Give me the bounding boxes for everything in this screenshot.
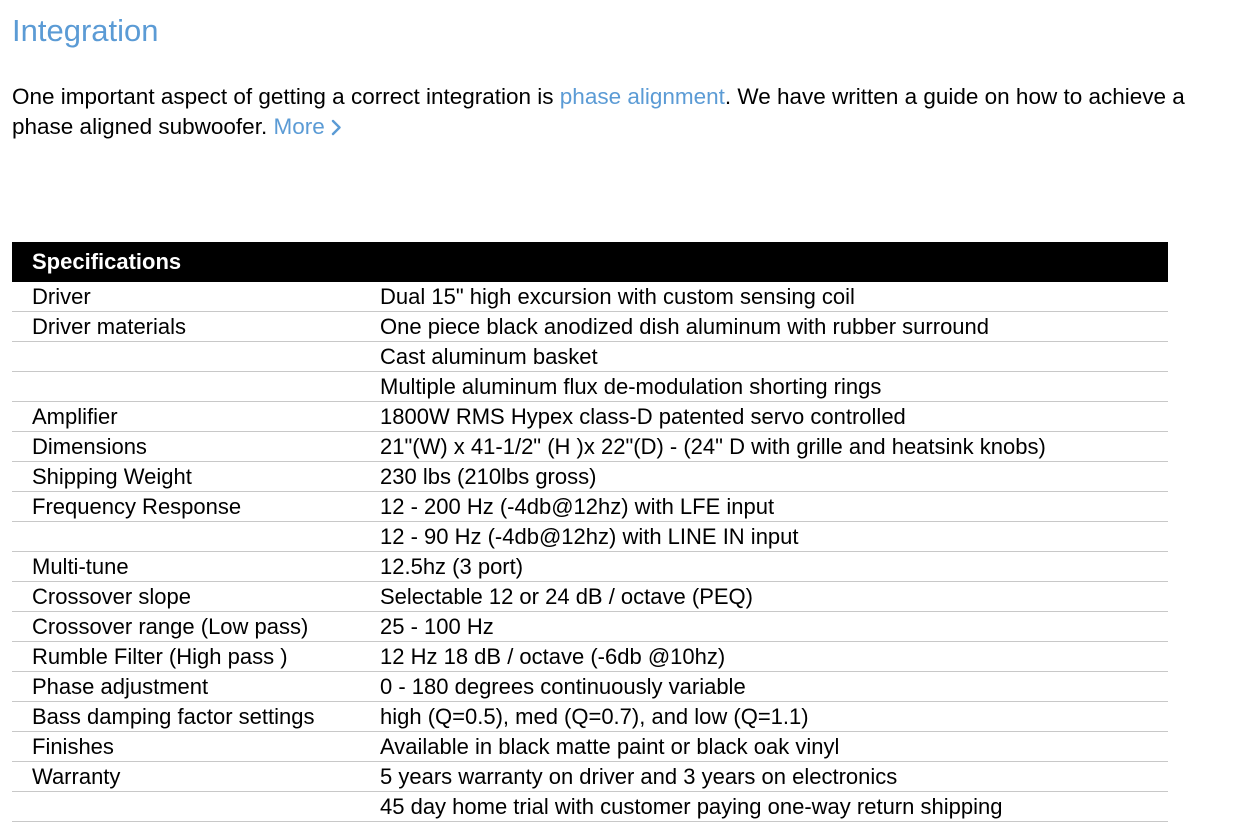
intro-text-after: . We have written a guide on how to achieve a phase aligned subwoofer.	[12, 84, 1185, 139]
spec-row	[12, 342, 1168, 372]
specifications-rows	[12, 282, 1168, 822]
spec-value: 21"(W) x 41-1/2" (H )x 22"(D) - (24" D with grille and heatsink knobs)	[380, 434, 1046, 459]
spec-label: Shipping Weight	[32, 464, 192, 489]
spec-value: 230 lbs (210lbs gross)	[380, 464, 597, 489]
spec-value: Cast aluminum basket	[380, 344, 598, 369]
spec-row	[12, 732, 1168, 762]
spec-row	[12, 582, 1168, 612]
spec-label: Dimensions	[32, 434, 147, 459]
spec-value: Dual 15" high excursion with custom sensing coil	[380, 284, 855, 309]
spec-label: Crossover range (Low pass)	[32, 614, 309, 639]
spec-value: Available in black matte paint or black oak vinyl	[380, 734, 840, 759]
intro-paragraph	[12, 82, 1192, 142]
spec-label	[12, 522, 380, 551]
spec-row	[12, 792, 1168, 822]
spec-row	[12, 312, 1168, 342]
spec-row	[12, 642, 1168, 672]
spec-label	[12, 372, 380, 401]
more-link[interactable]	[273, 114, 341, 139]
specifications-header: Specifications	[12, 242, 1168, 282]
spec-row	[12, 702, 1168, 732]
spec-row	[12, 492, 1168, 522]
spec-value: Selectable 12 or 24 dB / octave (PEQ)	[380, 584, 753, 609]
phase-alignment-link[interactable]: phase alignment	[559, 84, 725, 109]
spec-label: Bass damping factor settings	[32, 704, 315, 729]
spec-label: Driver	[32, 284, 91, 309]
more-link-label: More	[273, 114, 325, 139]
spec-label: Rumble Filter (High pass )	[32, 644, 288, 669]
spec-label: Warranty	[32, 764, 121, 789]
spec-value: 12.5hz (3 port)	[380, 554, 524, 579]
spec-value: 0 - 180 degrees continuously variable	[380, 674, 746, 699]
spec-row	[12, 372, 1168, 402]
spec-label: Finishes	[32, 734, 114, 759]
spec-label: Frequency Response	[32, 494, 242, 519]
spec-value: 12 Hz 18 dB / octave (-6db @10hz)	[380, 644, 726, 669]
spec-row	[12, 402, 1168, 432]
spec-value: 12 - 90 Hz (-4db@12hz) with LINE IN input	[380, 524, 799, 549]
spec-row	[12, 522, 1168, 552]
spec-row	[12, 432, 1168, 462]
spec-value: 45 day home trial with customer paying one-way return shipping	[380, 794, 1003, 819]
spec-row	[12, 552, 1168, 582]
intro-text-before: One important aspect of getting a correct integration is	[12, 84, 560, 109]
spec-value: high (Q=0.5), med (Q=0.7), and low (Q=1.1)	[380, 704, 809, 729]
spec-value: 1800W RMS Hypex class-D patented servo controlled	[380, 404, 906, 429]
spec-row	[12, 282, 1168, 312]
spec-label: Driver materials	[32, 314, 187, 339]
spec-label: Amplifier	[32, 404, 118, 429]
spec-value: 12 - 200 Hz (-4db@12hz) with LFE input	[380, 494, 775, 519]
spec-row	[12, 672, 1168, 702]
spec-value: 5 years warranty on driver and 3 years on electronics	[380, 764, 898, 789]
section-title: Integration	[12, 13, 159, 48]
spec-label: Multi-tune	[32, 554, 129, 579]
spec-value: One piece black anodized dish aluminum with rubber surround	[380, 314, 990, 339]
spec-value: Multiple aluminum flux de-modulation shorting rings	[380, 374, 882, 399]
specifications-table	[12, 242, 1168, 822]
spec-label	[12, 792, 380, 821]
spec-row	[12, 462, 1168, 492]
chevron-right-icon	[331, 119, 342, 136]
spec-row	[12, 762, 1168, 792]
spec-row	[12, 612, 1168, 642]
spec-value: 25 - 100 Hz	[380, 614, 494, 639]
spec-label: Crossover slope	[32, 584, 191, 609]
spec-label: Phase adjustment	[32, 674, 209, 699]
spec-label	[12, 342, 380, 371]
